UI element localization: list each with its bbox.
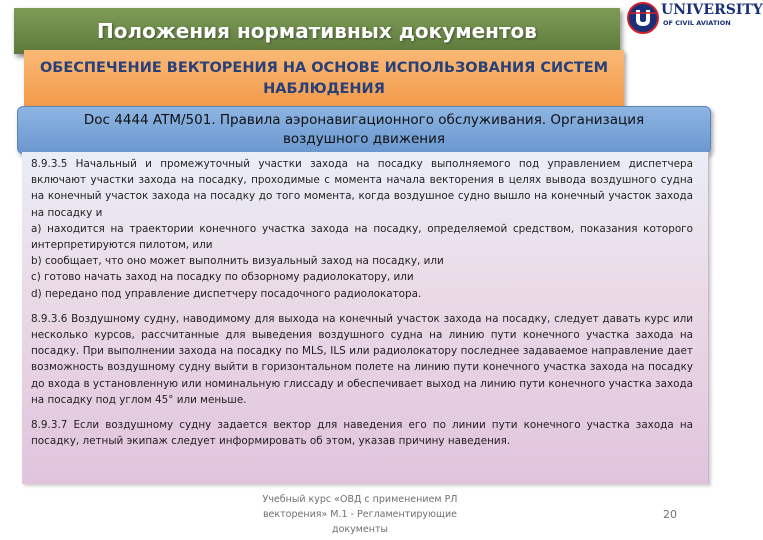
document-banner — [17, 106, 711, 154]
logo-text-civil-aviation: OF CIVIL AVIATION — [663, 19, 731, 27]
section-heading — [24, 58, 624, 100]
paragraph-8-9-3-7: 8.9.3.7 Если воздушному судну задается вектор для наведения его по линии пути конечного участка захода на посадку, летный экипаж следует информировать об этом, указав причину наведения. — [31, 419, 693, 448]
list-item-b: b) сообщает, что оно может выполнить визуальный заход на посадку, или — [31, 255, 444, 268]
list-item-a: a) находится на траектории конечного участка захода на посадку, определяемой средством, показания которого интерпретируются пилотом, или — [31, 222, 693, 252]
section-heading-box — [24, 50, 624, 108]
list-item-d: d) передано под управление диспетчеру посадочного радиолокатора. — [31, 287, 422, 300]
university-emblem-icon — [626, 1, 660, 35]
logo-text-university: UNIVERSITY — [661, 2, 763, 18]
section-heading-line2: НАБЛЮДЕНИЯ — [263, 81, 385, 97]
page-title: Положения нормативных документов — [97, 19, 537, 43]
footer-line1: Учебный курс «ОВД с применением РЛ — [262, 494, 458, 505]
document-title-line1: Doc 4444 ATM/501. Правила аэронавигационного обслуживания. Организация — [83, 112, 645, 128]
paragraph-8-9-3-6: 8.9.3.6 Воздушному судну, наводимому для выхода на конечный участок захода на посадку, следует давать курс или несколько курсов, рассчитанные для выведения воздушного судна на линию пути конечного участка захода на посадку. При выполнении захода на посадку по MLS, ILS или радиолокатору последнее задаваемое направление дает возможность воздушному судну выйти в горизонтальном полете на линию пути конечного участка захода на посадку до входа в установленную или номинальную глиссаду и обеспечивает выход на линию пути конечного участка захода на посадку под углом 45° или меньше. — [31, 312, 693, 406]
title-bar — [14, 8, 620, 54]
footer-course-title — [240, 492, 480, 537]
document-title — [18, 111, 710, 149]
page-number: 20 — [663, 508, 677, 521]
document-title-line2: воздушного движения — [282, 131, 446, 147]
section-heading-line1: ОБЕСПЕЧЕНИЕ ВЕКТОРЕНИЯ НА ОСНОВЕ ИСПОЛЬЗОВАНИЯ СИСТЕМ — [39, 60, 609, 76]
university-logo — [626, 0, 763, 36]
paragraph-8-9-3-5: 8.9.3.5 Начальный и промежуточный участки захода на посадку выполняемого под управлением диспетчера включают участки захода на посадку, проходимые с момента начала векторения в целях вывода воздушного судна на конечный участок захода на посадку до того момента, когда воздушное судно вышло на конечный участок захода на посадку и — [31, 158, 693, 219]
content-text — [31, 156, 693, 449]
content-panel — [22, 152, 709, 484]
footer-line3: документы — [332, 524, 388, 535]
list-item-c: c) готово начать заход на посадку по обзорному радиолокатору, или — [31, 271, 414, 284]
footer-line2: векторения» М.1 - Регламентирующие — [262, 509, 458, 520]
